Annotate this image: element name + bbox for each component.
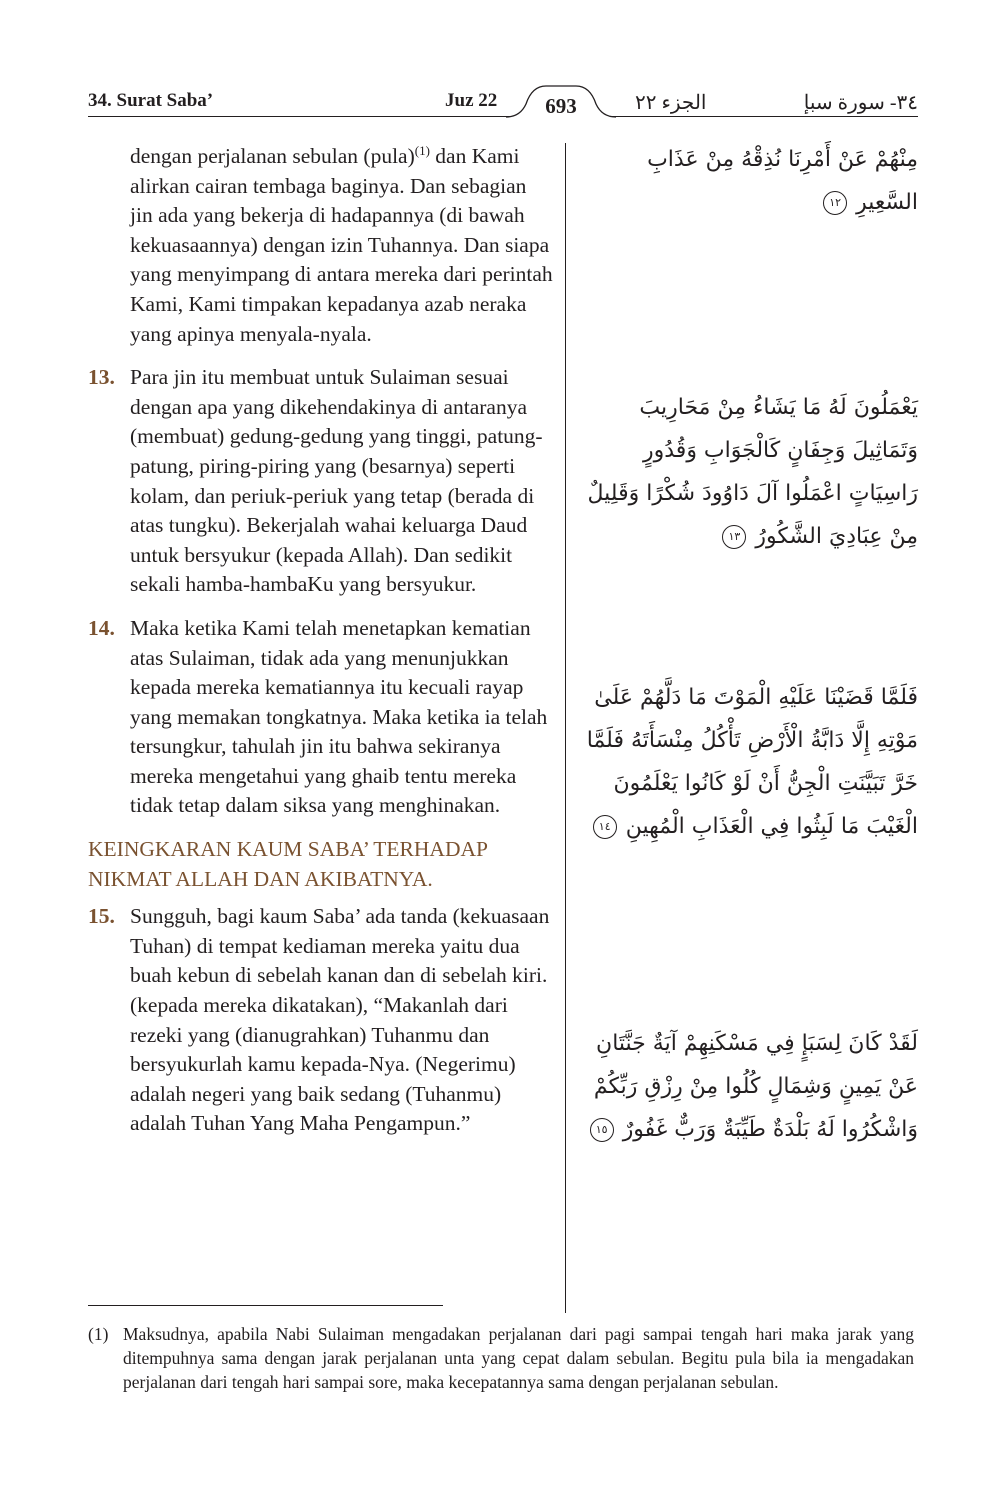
verse-14-translation: [88, 614, 553, 821]
translation-column: [88, 142, 553, 1139]
ayah-end-marker: ١٣: [722, 525, 746, 549]
verse-number: 13.: [88, 365, 115, 390]
continuation-text-start: dengan perjalanan sebulan (pula): [130, 144, 415, 168]
verse-15-translation: [88, 902, 553, 1139]
continuation-text-end: dan Kami alirkan cairan tembaga baginya. Dan sebagian jin ada yang bekerja di hadapannya (di bawah kekuasaannya) dengan izin Tuhannya. Dan siapa yang menyimpang di antara mereka dari perintah Kami, Kami timpakan kepadanya azab neraka yang apinya menyala-nyala.: [130, 144, 553, 346]
page-header: [88, 84, 918, 124]
verse-12-continuation: [88, 142, 553, 349]
footnote-text: Maksudnya, apabila Nabi Sulaiman mengadakan perjalanan dari pagi sampai tengah hari maka jarak yang ditempuhnya sama dengan jarak perjalanan unta yang cepat dalam sebulan. Begitu pula bila ia mengadakan perjalanan dari tengah hari sampai sore, maka kecepatannya sama dengan perjalanan sebulan.: [123, 1324, 914, 1392]
ayah-end-marker: ١٢: [823, 191, 847, 215]
juz-label: Juz 22: [445, 90, 498, 111]
arabic-verse-14: [584, 676, 918, 848]
verse-text: Para jin itu membuat untuk Sulaiman sesuai dengan apa yang dikehendakinya di antaranya (membuat) gedung-gedung yang tinggi, patung-patung, piring-piring yang (besarnya) seperti kolam, dan periuk-periuk yang tetap (berada di atas tungku). Bekerjalah wahai keluarga Daud untuk bersyukur (kepada Allah). Dan sedikit sekali hamba-hambaKu yang bersyukur.: [130, 365, 543, 597]
footnote-rule: [88, 1305, 443, 1306]
ayah-end-marker: ١٥: [590, 1118, 614, 1142]
page-number: 693: [545, 94, 577, 118]
verse-text: Sungguh, bagi kaum Saba’ ada tanda (kekuasaan Tuhan) di tempat kediaman mereka yaitu dua buah kebun di sebelah kanan dan di sebelah kiri. (kepada mereka dikatakan), “Makanlah dari rezeki yang (dianugrahkan) Tuhanmu dan bersyukurlah kamu kepada-Nya. (Negerimu) adalah negeri yang baik sedang (Tuhanmu) adalah Tuhan Yang Maha Pengampun.”: [130, 904, 550, 1136]
verse-text: Maka ketika Kami telah menetapkan kematian atas Sulaiman, tidak ada yang menunjukkan kepada mereka kematiannya itu kecuali rayap yang memakan tongkatnya. Maka ketika ia telah tersungkur, tahulah jin itu bahwa sekiranya mereka mengetahui yang ghaib tentu mereka tidak tetap dalam siksa yang menghinakan.: [130, 615, 548, 818]
verse-number: 15.: [88, 904, 115, 929]
header-rule: [88, 116, 918, 117]
arabic-verse-12-end: [584, 138, 918, 224]
arabic-text: فَلَمَّا قَضَيْنَا عَلَيْهِ الْمَوْتَ مَا دَلَّهُمْ عَلَىٰ مَوْتِهِ إِلَّا دَابَّةُ الْأَرْضِ تَأْكُلُ مِنْسَأَتَهُ فَلَمَّا خَرَّ تَبَيَّنَتِ الْجِنُّ أَنْ لَوْ كَانُوا يَعْلَمُونَ الْغَيْبَ مَا لَبِثُوا فِي الْعَذَابِ الْمُهِينِ: [586, 685, 918, 839]
surah-title: 34. Surat Saba’: [88, 90, 214, 111]
footnote: [88, 1322, 914, 1394]
verse-number: 14.: [88, 615, 115, 640]
ayah-end-marker: ١٤: [593, 815, 617, 839]
arabic-verse-15: [584, 1022, 918, 1151]
column-divider: [565, 143, 566, 1313]
arabic-verse-13: [584, 386, 918, 558]
arabic-text: يَعْمَلُونَ لَهُ مَا يَشَاءُ مِنْ مَحَارِيبَ وَتَمَاثِيلَ وَجِفَانٍ كَالْجَوَابِ وَقُدُورٍ رَاسِيَاتٍ اعْمَلُوا آلَ دَاوُودَ شُكْرًا وَقَلِيلٌ مِنْ عِبَادِيَ الشَّكُورُ: [587, 395, 918, 549]
page-number-tab: [506, 84, 616, 117]
arabic-juz-label: الجزء ٢٢: [635, 92, 707, 114]
arabic-surah-title: ٣٤- سورة سبإ: [803, 92, 918, 114]
verse-13-translation: [88, 363, 553, 600]
arabic-text: لَقَدْ كَانَ لِسَبَإٍ فِي مَسْكَنِهِمْ آيَةٌ جَنَّتَانِ عَنْ يَمِينٍ وَشِمَالٍ كُلُوا مِنْ رِزْقِ رَبِّكُمْ وَاشْكُرُوا لَهُ بَلْدَةٌ طَيِّبَةٌ وَرَبٌّ غَفُورٌ: [593, 1031, 918, 1142]
arabic-text: مِنْهُمْ عَنْ أَمْرِنَا نُذِقْهُ مِنْ عَذَابِ السَّعِيرِ: [647, 147, 918, 215]
footnote-marker: (1): [88, 1324, 109, 1344]
section-heading: KEINGKARAN KAUM SABA’ TERHADAP NIKMAT ALLAH DAN AKIBATNYA.: [88, 837, 488, 891]
footnote-reference[interactable]: (1): [414, 142, 430, 158]
